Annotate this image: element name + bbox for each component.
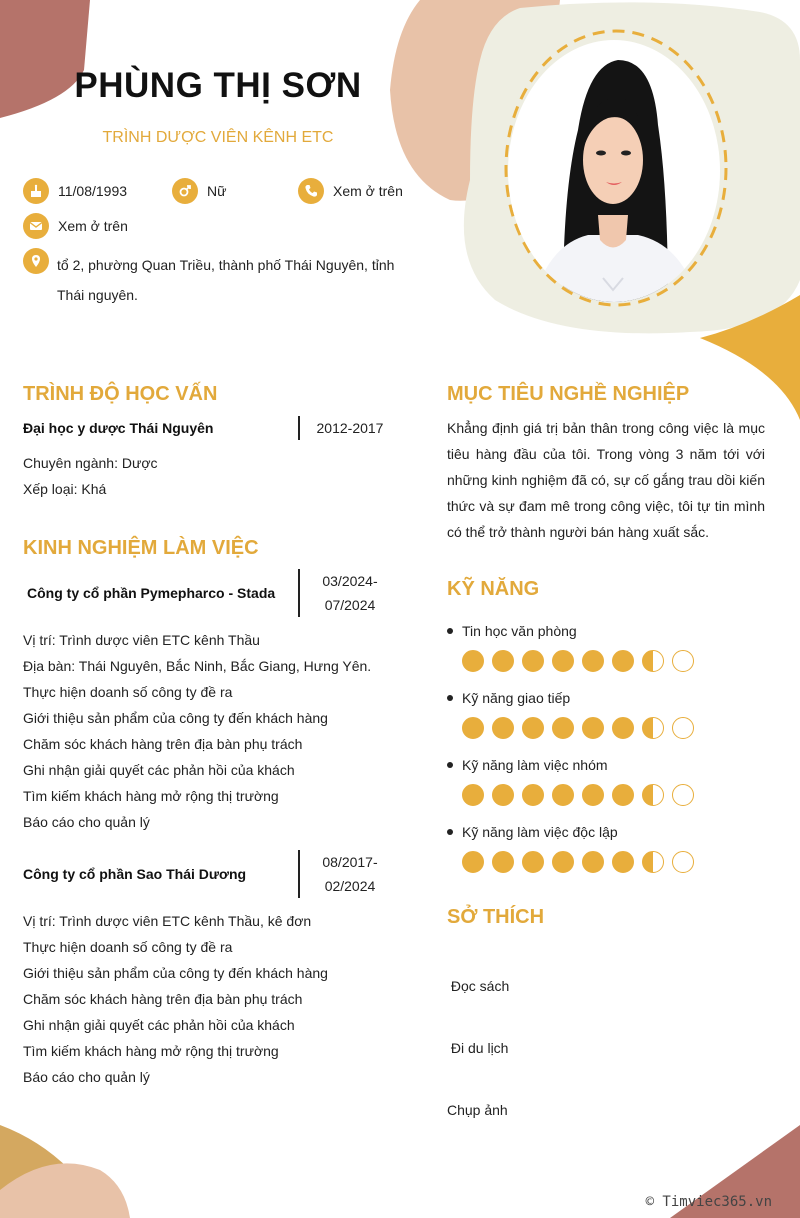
job-duty: Chăm sóc khách hàng trên địa bàn phụ trách [23,991,303,1007]
skill-item [447,757,702,806]
education-divider [298,416,300,440]
gender-value: Nữ [207,183,227,199]
rating-dot-full [612,650,634,672]
skill-item [447,690,702,739]
rating-dot-full [552,717,574,739]
copyright-text: © Timviec365.vn [645,1194,772,1210]
hobby-item: Đọc sách [447,978,510,994]
job-start: 08/2017- [322,854,378,870]
skill-rating [462,650,702,672]
skill-rating [462,851,702,873]
job-duty: Báo cáo cho quản lý [23,1069,150,1085]
rating-dot-half [642,851,664,873]
job-duty: Chăm sóc khách hàng trên địa bàn phụ trách [23,736,303,752]
rating-dot-full [582,851,604,873]
job-company: Công ty cổ phần Pymepharco - Stada [27,585,276,601]
bullet-icon [447,695,453,701]
skill-rating [462,784,702,806]
hobbies-list [447,937,509,1141]
job-duty: Tìm kiếm khách hàng mở rộng thị trường [23,788,279,804]
rating-dot-full [462,784,484,806]
skill-name: Kỹ năng làm việc nhóm [462,757,608,773]
objective-text: Khẳng định giá trị bản thân trong công việc là mục tiêu hàng đầu của tôi. Trong vòng 3 năm tới với những kinh nghiệm đã có, sự cố gắng trau dồi kiến thức và sự đam mê trong công việc, tôi tự tin mình có thể trở thành người bán hàng xuất sắc. [447,420,765,540]
objective-heading: MỤC TIÊU NGHỀ NGHIỆP [447,383,690,405]
rating-dot-full [522,784,544,806]
job-duty: Giới thiệu sản phẩm của công ty đến khách hàng [23,710,328,726]
job-dates [305,569,395,617]
rating-dot-empty [672,717,694,739]
job-divider [298,569,300,617]
skill-item [447,623,702,672]
skill-rating [462,717,702,739]
skill-name: Tin học văn phòng [462,623,577,639]
rating-dot-full [612,784,634,806]
skill-name: Kỹ năng làm việc độc lập [462,824,618,840]
skill-item [447,824,702,873]
birthday-row [23,178,127,204]
rating-dot-full [582,784,604,806]
rating-dot-full [552,650,574,672]
job-divider [298,850,300,898]
rating-dot-full [582,650,604,672]
rating-dot-full [522,851,544,873]
job-duty: Báo cáo cho quản lý [23,814,150,830]
rating-dot-full [582,717,604,739]
phone-icon [298,178,324,204]
gender-icon [172,178,198,204]
cake-icon [23,178,49,204]
job-title: TRÌNH DƯỢC VIÊN KÊNH ETC [102,129,334,146]
email-icon [23,213,49,239]
job-duties [23,627,371,835]
job-duty: Vị trí: Trình dược viên ETC kênh Thầu, kê đơn [23,913,312,929]
rating-dot-half [642,650,664,672]
rating-dot-full [552,851,574,873]
education-detail: Xếp loại: Khá [23,481,107,497]
job-duty: Ghi nhận giải quyết các phản hồi của khách [23,762,295,778]
rating-dot-full [492,851,514,873]
job-dates [305,850,395,898]
rating-dot-half [642,784,664,806]
phone-row [298,178,403,204]
education-heading: TRÌNH ĐỘ HỌC VẤN [23,383,218,405]
rating-dot-full [462,717,484,739]
rating-dot-full [462,650,484,672]
bullet-icon [447,628,453,634]
rating-dot-full [522,717,544,739]
job-start: 03/2024- [322,573,378,589]
rating-dot-full [462,851,484,873]
education-detail: Chuyên ngành: Dược [23,455,158,471]
skills-heading: KỸ NĂNG [447,578,540,600]
job-duty: Vị trí: Trình dược viên ETC kênh Thầu [23,632,260,648]
job-duty: Ghi nhận giải quyết các phản hồi của khách [23,1017,295,1033]
rating-dot-full [522,650,544,672]
rating-dot-full [552,784,574,806]
experience-heading: KINH NGHIỆM LÀM VIỆC [23,537,259,559]
job-company: Công ty cổ phần Sao Thái Dương [23,866,247,882]
job-duty: Thực hiện doanh số công ty đề ra [23,684,233,700]
job-duties [23,908,328,1090]
education-details [23,450,158,502]
job-end: 02/2024 [324,878,376,894]
email-row [23,213,128,239]
rating-dot-empty [672,784,694,806]
rating-dot-empty [672,650,694,672]
skill-name: Kỹ năng giao tiếp [462,690,571,706]
phone-value: Xem ở trên [333,183,403,199]
job-duty: Thực hiện doanh số công ty đề ra [23,939,233,955]
map-icon [23,248,49,274]
job-end: 07/2024 [324,597,376,613]
candidate-name: PHÙNG THỊ SƠN [74,66,362,105]
rating-dot-full [492,650,514,672]
address-value: tổ 2, phường Quan Triều, thành phố Thái Nguyên, tỉnh Thái nguyên. [57,257,395,303]
rating-dot-full [612,717,634,739]
job-duty: Tìm kiếm khách hàng mở rộng thị trường [23,1043,279,1059]
rating-dot-full [492,784,514,806]
rating-dot-full [492,717,514,739]
address-row [23,248,58,274]
hobby-item: Chụp ảnh [447,1102,508,1118]
rating-dot-full [612,851,634,873]
education-school: Đại học y dược Thái Nguyên [23,420,214,436]
job-duty: Địa bàn: Thái Nguyên, Bắc Ninh, Bắc Giang, Hưng Yên. [23,658,372,674]
hobbies-heading: SỞ THÍCH [447,906,545,928]
education-period: 2012-2017 [316,420,384,436]
bullet-icon [447,829,453,835]
rating-dot-empty [672,851,694,873]
email-value: Xem ở trên [58,218,128,234]
birthday-value: 11/08/1993 [58,183,128,199]
job-duty: Giới thiệu sản phẩm của công ty đến khách hàng [23,965,328,981]
bullet-icon [447,762,453,768]
rating-dot-half [642,717,664,739]
gender-row [172,178,226,204]
hobby-item: Đi du lịch [447,1040,509,1056]
profile-photo [508,40,720,302]
